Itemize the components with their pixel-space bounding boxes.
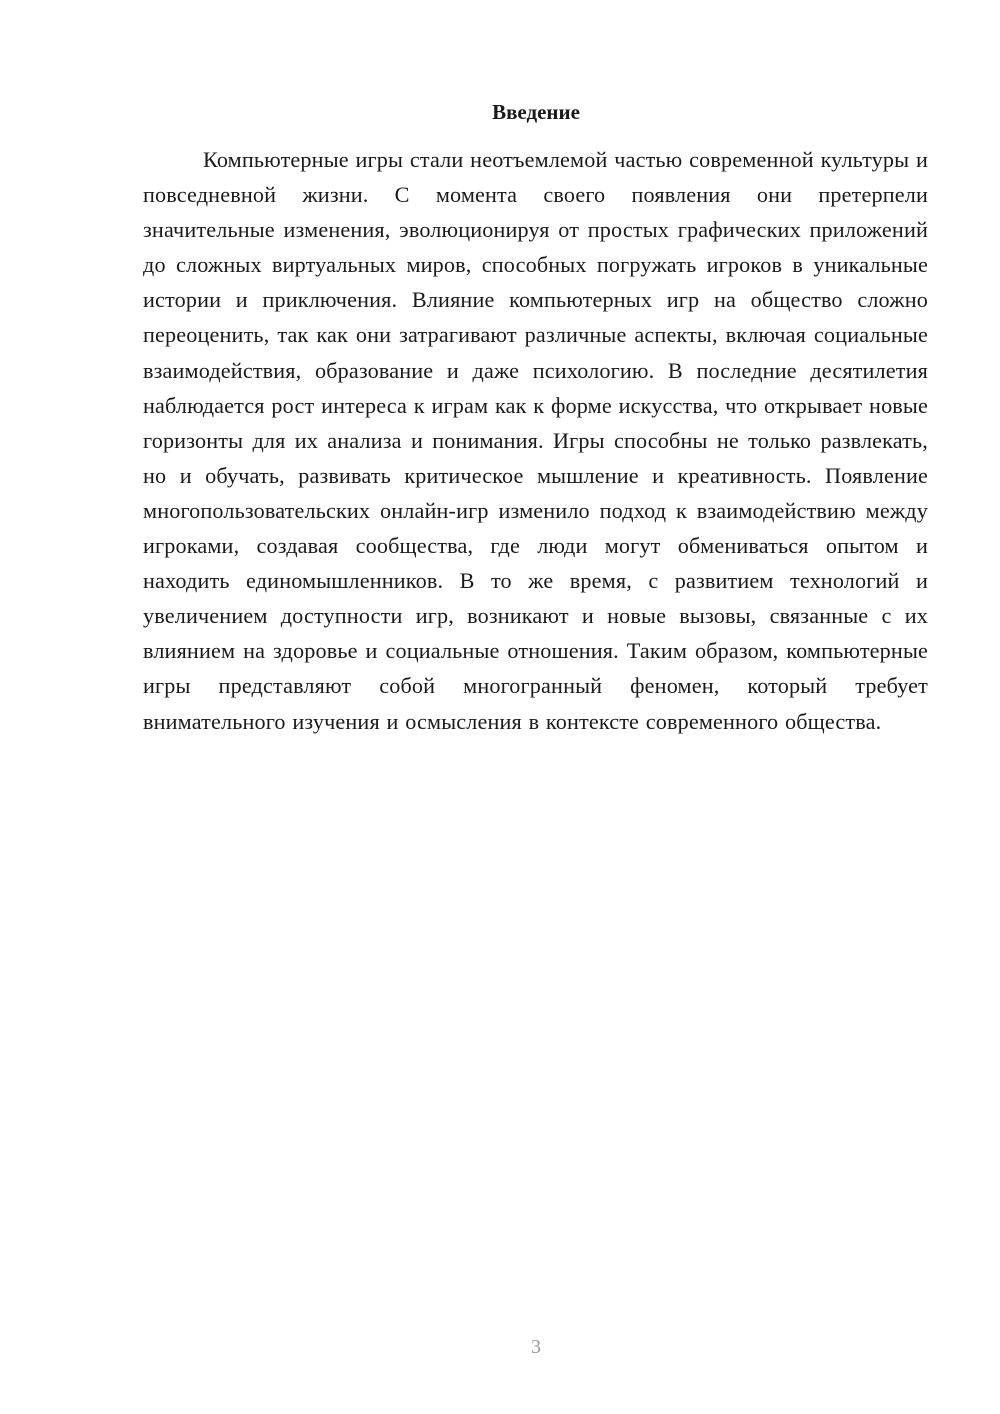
page-number: 3 bbox=[531, 1336, 541, 1358]
body-paragraph: Компьютерные игры стали неотъемлемой частью современной культуры и повседневной жизни. С момента своего появления они претерпели значительные изменения, эволюционируя от простых графических приложений до сложных виртуальных миров, способных погружать игроков в уникальные истории и приключения. Влияние компьютерных игр на общество сложно переоценить, так как они затрагивают различные аспекты, включая социальные взаимодействия, образование и даже психологию. В последние десятилетия наблюдается рост интереса к играм как к форме искусства, что открывает новые горизонты для их анализа и понимания. Игры способны не только развлекать, но и обучать, развивать критическое мышление и креативность. Появление многопользовательских онлайн-игр изменило подход к взаимодействию между игроками, создавая сообщества, где люди могут обмениваться опытом и находить единомышленников. В то же время, с развитием технологий и увеличением доступности игр, возникают и новые вызовы, связанные с их влиянием на здоровье и социальные отношения. Таким образом, компьютерные игры представляют собой многогранный феномен, который требует внимательного изучения и осмысления в контексте современного общества. bbox=[143, 147, 928, 734]
section-heading: Введение bbox=[492, 100, 580, 124]
